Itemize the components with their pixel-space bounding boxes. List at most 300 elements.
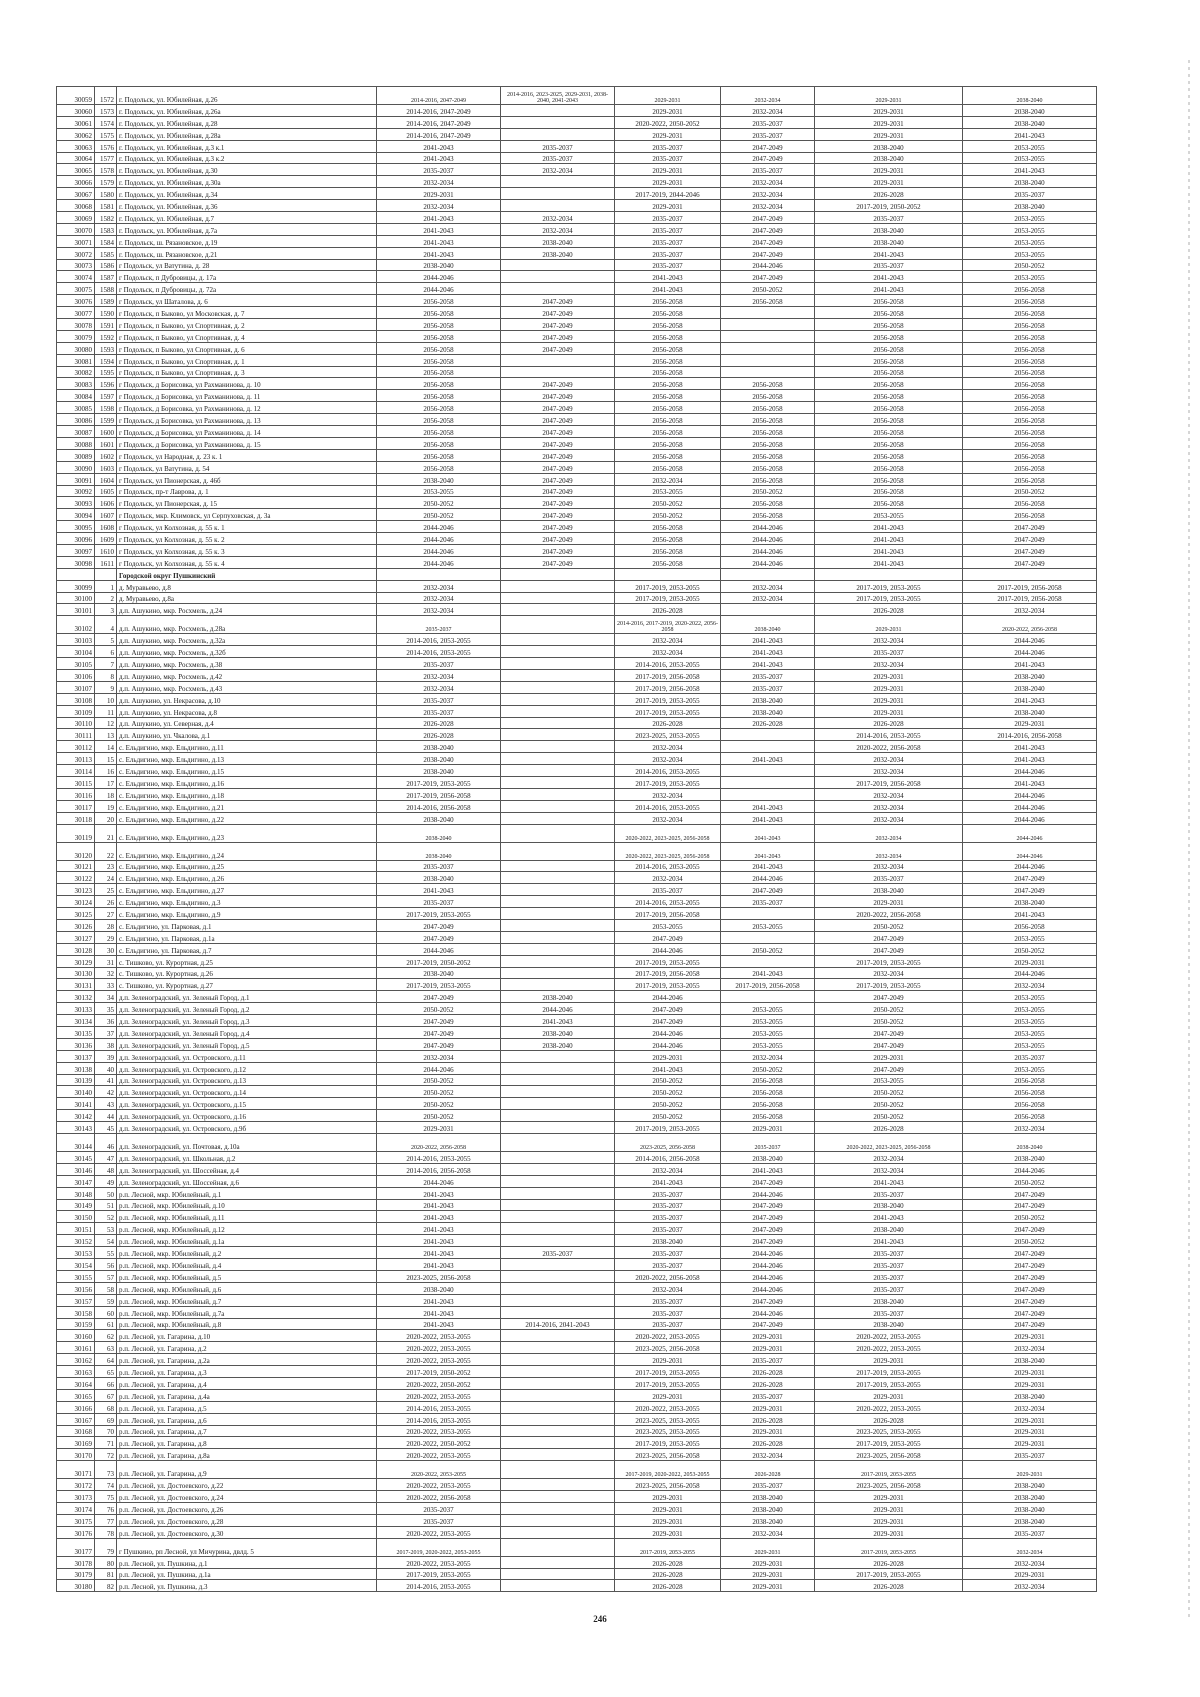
- row-id: 30156: [57, 1282, 95, 1294]
- period-cell: [501, 1122, 615, 1134]
- period-cell: 2056-2058: [963, 1098, 1097, 1110]
- period-cell: 2029-2031: [815, 128, 963, 140]
- address-cell: д.п. Ашукино, мкр. Росхмель, д.42: [117, 669, 377, 681]
- address-cell: г Подольск, ул Шаталова, д. 6: [117, 295, 377, 307]
- address-cell: д.п. Зеленоградский, ул. Островского, д.13: [117, 1074, 377, 1086]
- period-cell: 2014-2016, 2053-2055: [815, 729, 963, 741]
- address-cell: г. Подольск, ул. Юбилейная, д.7а: [117, 223, 377, 235]
- period-cell: 2032-2034: [615, 634, 721, 646]
- row-id: 30108: [57, 693, 95, 705]
- period-cell: [501, 354, 615, 366]
- period-cell: 2032-2034: [377, 669, 501, 681]
- period-cell: 2044-2046: [963, 824, 1097, 842]
- row-id: 30094: [57, 509, 95, 521]
- address-cell: с. Ельдигино, мкр. Ельдигино, д.22: [117, 812, 377, 824]
- period-cell: 2032-2034: [615, 753, 721, 765]
- row-seq: 46: [95, 1134, 117, 1152]
- row-id: 30097: [57, 544, 95, 556]
- row-id: 30123: [57, 884, 95, 896]
- period-cell: [501, 776, 615, 788]
- period-cell: [501, 860, 615, 872]
- table-row: [57, 1062, 1097, 1074]
- table-row: [57, 461, 1097, 473]
- address-cell: г. Подольск, ул. Юбилейная, д.30а: [117, 176, 377, 188]
- address-cell: г. Подольск, ул. Юбилейная, д.34: [117, 188, 377, 200]
- address-cell: р.п. Лесной, ул. Достоевского, д.28: [117, 1514, 377, 1526]
- period-cell: 2047-2049: [501, 378, 615, 390]
- table-row: [57, 116, 1097, 128]
- address-cell: с. Ельдигино, ул. Парковая, д.1: [117, 920, 377, 932]
- address-cell: г Подольск, п Быково, ул Спортивная, д. 4: [117, 330, 377, 342]
- period-cell: 2056-2058: [615, 378, 721, 390]
- period-cell: 2035-2037: [721, 164, 815, 176]
- period-cell: 2035-2037: [501, 140, 615, 152]
- table-row: [57, 681, 1097, 693]
- period-cell: 2032-2034: [501, 164, 615, 176]
- period-cell: 2050-2052: [615, 497, 721, 509]
- period-cell: 2047-2049: [501, 497, 615, 509]
- row-id: 30165: [57, 1389, 95, 1401]
- table-row: [57, 1098, 1097, 1110]
- table-row: [57, 247, 1097, 259]
- period-cell: 2056-2058: [615, 390, 721, 402]
- period-cell: 2056-2058: [815, 390, 963, 402]
- period-cell: 2047-2049: [501, 556, 615, 568]
- period-cell: 2029-2031: [615, 105, 721, 117]
- period-cell: 2017-2019, 2053-2055: [615, 1437, 721, 1449]
- period-cell: [501, 1163, 615, 1175]
- period-cell: [501, 128, 615, 140]
- row-seq: 77: [95, 1514, 117, 1526]
- period-cell: 2056-2058: [963, 414, 1097, 426]
- period-cell: 2047-2049: [501, 319, 615, 331]
- period-cell: 2029-2031: [615, 176, 721, 188]
- address-cell: с. Тишково, ул. Курортная, д.26: [117, 967, 377, 979]
- row-seq: 1577: [95, 152, 117, 164]
- period-cell: [501, 1401, 615, 1413]
- period-cell: 2014-2016, 2053-2055: [377, 634, 501, 646]
- period-cell: 2053-2055: [963, 140, 1097, 152]
- period-cell: [501, 1461, 615, 1479]
- period-cell: 2056-2058: [721, 1086, 815, 1098]
- table-row: [57, 1211, 1097, 1223]
- period-cell: 2041-2043: [377, 1187, 501, 1199]
- row-id: 30160: [57, 1330, 95, 1342]
- period-cell: 2014-2016, 2023-2025, 2029-2031, 2038-2040, 2041-2043: [501, 87, 615, 105]
- period-cell: 2056-2058: [615, 426, 721, 438]
- period-cell: [501, 884, 615, 896]
- period-cell: 2035-2037: [377, 164, 501, 176]
- period-cell: 2044-2046: [721, 1306, 815, 1318]
- row-seq: 1578: [95, 164, 117, 176]
- period-cell: 2023-2025, 2053-2055: [615, 729, 721, 741]
- table-row: [57, 967, 1097, 979]
- row-seq: 62: [95, 1330, 117, 1342]
- period-cell: [501, 568, 615, 580]
- address-cell: р.п. Лесной, мкр. Юбилейный, д.1а: [117, 1235, 377, 1247]
- period-cell: 2023-2025, 2056-2058: [815, 1449, 963, 1461]
- address-cell: с. Ельдигино, ул. Парковая, д.1а: [117, 931, 377, 943]
- period-cell: 2017-2019, 2053-2055: [815, 1538, 963, 1556]
- table-body: [57, 87, 1097, 1592]
- period-cell: [501, 1491, 615, 1503]
- period-cell: 2032-2034: [815, 753, 963, 765]
- address-cell: с. Ельдигино, мкр. Ельдигино, д.11: [117, 741, 377, 753]
- period-cell: 2047-2049: [963, 544, 1097, 556]
- row-seq: 81: [95, 1568, 117, 1580]
- row-id: 30120: [57, 842, 95, 860]
- address-cell: д.п. Зеленоградский, ул. Островского, д.15: [117, 1098, 377, 1110]
- row-seq: 75: [95, 1491, 117, 1503]
- row-seq: 1607: [95, 509, 117, 521]
- period-cell: 2017-2019, 2050-2052: [377, 955, 501, 967]
- row-id: 30172: [57, 1479, 95, 1491]
- row-id: 30140: [57, 1086, 95, 1098]
- period-cell: 2056-2058: [963, 402, 1097, 414]
- period-cell: 2032-2034: [963, 1122, 1097, 1134]
- row-seq: 1592: [95, 330, 117, 342]
- period-cell: [501, 1294, 615, 1306]
- period-cell: 2032-2034: [501, 212, 615, 224]
- period-cell: 2035-2037: [377, 693, 501, 705]
- period-cell: 2041-2043: [963, 776, 1097, 788]
- period-cell: 2038-2040: [501, 1027, 615, 1039]
- row-id: 30143: [57, 1122, 95, 1134]
- row-id: 30065: [57, 164, 95, 176]
- row-seq: 57: [95, 1270, 117, 1282]
- table-row: [57, 908, 1097, 920]
- row-seq: 1593: [95, 342, 117, 354]
- period-cell: 2017-2019, 2056-2058: [615, 967, 721, 979]
- row-seq: 14: [95, 741, 117, 753]
- row-seq: 64: [95, 1354, 117, 1366]
- row-id: 30122: [57, 872, 95, 884]
- period-cell: 2020-2022, 2053-2055: [377, 1330, 501, 1342]
- period-cell: [501, 955, 615, 967]
- period-cell: 2056-2058: [377, 449, 501, 461]
- period-cell: 2029-2031: [615, 164, 721, 176]
- period-cell: 2044-2046: [963, 860, 1097, 872]
- period-cell: 2032-2034: [377, 580, 501, 592]
- row-seq: 25: [95, 884, 117, 896]
- period-cell: [501, 271, 615, 283]
- period-cell: 2035-2037: [815, 1247, 963, 1259]
- table-row: [57, 693, 1097, 705]
- period-cell: 2050-2052: [963, 1211, 1097, 1223]
- row-id: 30175: [57, 1514, 95, 1526]
- period-cell: [501, 634, 615, 646]
- row-id: 30164: [57, 1377, 95, 1389]
- period-cell: 2020-2022, 2056-2058: [815, 741, 963, 753]
- row-id: 30091: [57, 473, 95, 485]
- period-cell: 2056-2058: [615, 544, 721, 556]
- period-cell: 2029-2031: [721, 1425, 815, 1437]
- address-cell: Городской округ Пушкинский: [117, 568, 377, 580]
- address-cell: р.п. Лесной, ул. Достоевского, д.24: [117, 1491, 377, 1503]
- row-id: 30126: [57, 920, 95, 932]
- address-cell: д.п. Ашукино, мкр. Росхмель, д.32а: [117, 634, 377, 646]
- row-seq: 1602: [95, 449, 117, 461]
- period-cell: 2020-2022, 2050-2052: [615, 116, 721, 128]
- row-seq: 27: [95, 908, 117, 920]
- table-row: [57, 544, 1097, 556]
- period-cell: 2056-2058: [815, 426, 963, 438]
- period-cell: [963, 568, 1097, 580]
- table-row: [57, 1502, 1097, 1514]
- table-row: [57, 223, 1097, 235]
- table-row: [57, 1074, 1097, 1086]
- row-seq: 35: [95, 1003, 117, 1015]
- period-cell: 2047-2049: [501, 402, 615, 414]
- period-cell: 2032-2034: [615, 788, 721, 800]
- period-cell: 2035-2037: [377, 1514, 501, 1526]
- period-cell: 2035-2037: [721, 896, 815, 908]
- period-cell: 2047-2049: [721, 884, 815, 896]
- period-cell: [501, 1425, 615, 1437]
- period-cell: 2017-2019, 2056-2058: [377, 788, 501, 800]
- period-cell: [501, 800, 615, 812]
- period-cell: 2032-2034: [815, 800, 963, 812]
- period-cell: 2029-2031: [963, 1377, 1097, 1389]
- period-cell: [501, 259, 615, 271]
- period-cell: 2023-2025, 2053-2055: [615, 1413, 721, 1425]
- period-cell: 2029-2031: [963, 1413, 1097, 1425]
- period-cell: 2056-2058: [615, 354, 721, 366]
- table-row: [57, 556, 1097, 568]
- period-cell: 2038-2040: [377, 842, 501, 860]
- row-id: 30119: [57, 824, 95, 842]
- table-row: [57, 955, 1097, 967]
- table-row: [57, 152, 1097, 164]
- period-cell: 2020-2022, 2053-2055: [377, 1389, 501, 1401]
- period-cell: 2029-2031: [815, 1514, 963, 1526]
- period-cell: 2056-2058: [963, 1086, 1097, 1098]
- period-cell: 2044-2046: [721, 544, 815, 556]
- period-cell: 2047-2049: [501, 295, 615, 307]
- address-cell: д.п. Ашукино, мкр. Росхмель, д.38: [117, 658, 377, 670]
- row-id: 30114: [57, 765, 95, 777]
- period-cell: 2056-2058: [963, 437, 1097, 449]
- row-id: 30072: [57, 247, 95, 259]
- row-seq: 23: [95, 860, 117, 872]
- period-cell: 2026-2028: [815, 717, 963, 729]
- period-cell: 2056-2058: [615, 556, 721, 568]
- row-id: 30153: [57, 1247, 95, 1259]
- period-cell: 2041-2043: [377, 235, 501, 247]
- period-cell: 2038-2040: [721, 616, 815, 634]
- period-cell: 2050-2052: [963, 1235, 1097, 1247]
- table-row: [57, 705, 1097, 717]
- period-cell: 2041-2043: [377, 1235, 501, 1247]
- period-cell: 2038-2040: [377, 473, 501, 485]
- period-cell: 2047-2049: [501, 533, 615, 545]
- period-cell: 2017-2019, 2020-2022, 2053-2055: [615, 1461, 721, 1479]
- period-cell: 2017-2019, 2044-2046: [615, 188, 721, 200]
- row-id: 30070: [57, 223, 95, 235]
- row-id: 30135: [57, 1027, 95, 1039]
- period-cell: 2044-2046: [377, 1062, 501, 1074]
- period-cell: 2017-2019, 2053-2055: [615, 693, 721, 705]
- period-cell: 2035-2037: [615, 212, 721, 224]
- period-cell: 2038-2040: [377, 753, 501, 765]
- period-cell: 2056-2058: [377, 414, 501, 426]
- address-cell: с. Ельдигино, мкр. Ельдигино, д.27: [117, 884, 377, 896]
- period-cell: 2056-2058: [615, 319, 721, 331]
- period-cell: 2017-2019, 2053-2055: [615, 979, 721, 991]
- period-cell: [501, 116, 615, 128]
- period-cell: 2041-2043: [615, 1062, 721, 1074]
- row-seq: 4: [95, 616, 117, 634]
- period-cell: 2056-2058: [721, 390, 815, 402]
- period-cell: 2041-2043: [377, 1199, 501, 1211]
- row-seq: 1594: [95, 354, 117, 366]
- period-cell: 2047-2049: [501, 414, 615, 426]
- table-row: [57, 497, 1097, 509]
- address-cell: р.п. Лесной, ул. Гагарина, д.4: [117, 1377, 377, 1389]
- period-cell: 2047-2049: [501, 461, 615, 473]
- repair-schedule-table: [56, 86, 1097, 1592]
- period-cell: [501, 979, 615, 991]
- row-seq: 29: [95, 931, 117, 943]
- table-row: [57, 1282, 1097, 1294]
- period-cell: 2038-2040: [377, 765, 501, 777]
- period-cell: 2056-2058: [377, 319, 501, 331]
- row-id: 30107: [57, 681, 95, 693]
- period-cell: 2029-2031: [721, 1122, 815, 1134]
- table-row: [57, 860, 1097, 872]
- table-row: [57, 896, 1097, 908]
- address-cell: с. Ельдигино, мкр. Ельдигино, д.3: [117, 896, 377, 908]
- period-cell: 2035-2037: [377, 1502, 501, 1514]
- address-cell: д.п. Зеленоградский, ул. Зеленый Город, д.3: [117, 1015, 377, 1027]
- table-row: [57, 1306, 1097, 1318]
- period-cell: 2056-2058: [615, 307, 721, 319]
- row-id: 30124: [57, 896, 95, 908]
- period-cell: [501, 1568, 615, 1580]
- period-cell: 2050-2052: [815, 1086, 963, 1098]
- period-cell: 2056-2058: [377, 402, 501, 414]
- period-cell: [501, 1187, 615, 1199]
- period-cell: 2053-2055: [721, 1038, 815, 1050]
- table-row: [57, 1110, 1097, 1122]
- address-cell: д.п. Зеленоградский, ул. Шоссейная, д.6: [117, 1175, 377, 1187]
- row-id: 30074: [57, 271, 95, 283]
- row-id: 30158: [57, 1306, 95, 1318]
- period-cell: 2041-2043: [815, 283, 963, 295]
- address-cell: д.п. Зеленоградский, ул. Зеленый Город, д.4: [117, 1027, 377, 1039]
- address-cell: р.п. Лесной, ул. Гагарина, д.5: [117, 1401, 377, 1413]
- period-cell: [501, 765, 615, 777]
- period-cell: 2032-2034: [815, 967, 963, 979]
- row-seq: 1587: [95, 271, 117, 283]
- period-cell: 2035-2037: [501, 1247, 615, 1259]
- period-cell: 2038-2040: [815, 884, 963, 896]
- table-row: [57, 1389, 1097, 1401]
- period-cell: 2035-2037: [615, 884, 721, 896]
- period-cell: 2050-2052: [615, 509, 721, 521]
- period-cell: 2017-2019, 2053-2055: [377, 1568, 501, 1580]
- period-cell: [501, 1211, 615, 1223]
- period-cell: 2029-2031: [963, 1425, 1097, 1437]
- period-cell: [501, 693, 615, 705]
- period-cell: 2038-2040: [815, 1199, 963, 1211]
- period-cell: 2026-2028: [615, 1556, 721, 1568]
- period-cell: [721, 568, 815, 580]
- period-cell: 2056-2058: [721, 378, 815, 390]
- period-cell: 2056-2058: [721, 414, 815, 426]
- row-seq: 67: [95, 1389, 117, 1401]
- period-cell: [501, 1580, 615, 1592]
- period-cell: [501, 943, 615, 955]
- row-id: 30155: [57, 1270, 95, 1282]
- period-cell: [501, 788, 615, 800]
- table-row: [57, 449, 1097, 461]
- period-cell: 2029-2031: [615, 1502, 721, 1514]
- period-cell: 2014-2016, 2053-2055: [377, 1580, 501, 1592]
- period-cell: 2047-2049: [963, 884, 1097, 896]
- period-cell: 2017-2019, 2056-2058: [963, 580, 1097, 592]
- address-cell: г. Подольск, ул. Юбилейная, д.26а: [117, 105, 377, 117]
- table-row: [57, 729, 1097, 741]
- address-cell: д.п. Ашукино, ул. Некрасова, д.10: [117, 693, 377, 705]
- period-cell: 2014-2016, 2053-2055: [615, 860, 721, 872]
- period-cell: 2056-2058: [815, 295, 963, 307]
- period-cell: 2032-2034: [963, 1580, 1097, 1592]
- period-cell: 2047-2049: [721, 1294, 815, 1306]
- period-cell: 2023-2025, 2056-2058: [615, 1134, 721, 1152]
- period-cell: 2053-2055: [815, 509, 963, 521]
- address-cell: г Подольск, п Быково, ул Спортивная, д. 6: [117, 342, 377, 354]
- period-cell: 2044-2046: [377, 283, 501, 295]
- period-cell: 2044-2046: [963, 812, 1097, 824]
- row-seq: 1600: [95, 426, 117, 438]
- period-cell: 2032-2034: [721, 592, 815, 604]
- row-seq: 28: [95, 920, 117, 932]
- period-cell: 2029-2031: [721, 1568, 815, 1580]
- period-cell: 2026-2028: [615, 604, 721, 616]
- period-cell: 2029-2031: [721, 1580, 815, 1592]
- row-id: 30151: [57, 1223, 95, 1235]
- row-seq: 60: [95, 1306, 117, 1318]
- row-seq: 1589: [95, 295, 117, 307]
- period-cell: [721, 354, 815, 366]
- row-seq: 51: [95, 1199, 117, 1211]
- row-seq: 1599: [95, 414, 117, 426]
- period-cell: 2044-2046: [721, 259, 815, 271]
- table-row: [57, 140, 1097, 152]
- address-cell: д.п. Зеленоградский, ул. Островского, д.11: [117, 1050, 377, 1062]
- row-id: 30080: [57, 342, 95, 354]
- row-seq: 33: [95, 979, 117, 991]
- period-cell: 2017-2019, 2053-2055: [815, 955, 963, 967]
- row-id: 30145: [57, 1152, 95, 1164]
- period-cell: 2014-2016, 2017-2019, 2020-2022, 2056-2058: [615, 616, 721, 634]
- period-cell: [721, 729, 815, 741]
- period-cell: 2029-2031: [721, 1342, 815, 1354]
- period-cell: 2047-2049: [501, 307, 615, 319]
- period-cell: 2056-2058: [815, 449, 963, 461]
- period-cell: 2050-2052: [815, 1098, 963, 1110]
- period-cell: 2029-2031: [815, 681, 963, 693]
- period-cell: 2056-2058: [815, 342, 963, 354]
- period-cell: 2035-2037: [615, 1211, 721, 1223]
- period-cell: 2014-2016, 2053-2055: [377, 1401, 501, 1413]
- row-id: 30102: [57, 616, 95, 634]
- period-cell: [721, 330, 815, 342]
- period-cell: [721, 307, 815, 319]
- row-seq: 1588: [95, 283, 117, 295]
- period-cell: 2029-2031: [815, 616, 963, 634]
